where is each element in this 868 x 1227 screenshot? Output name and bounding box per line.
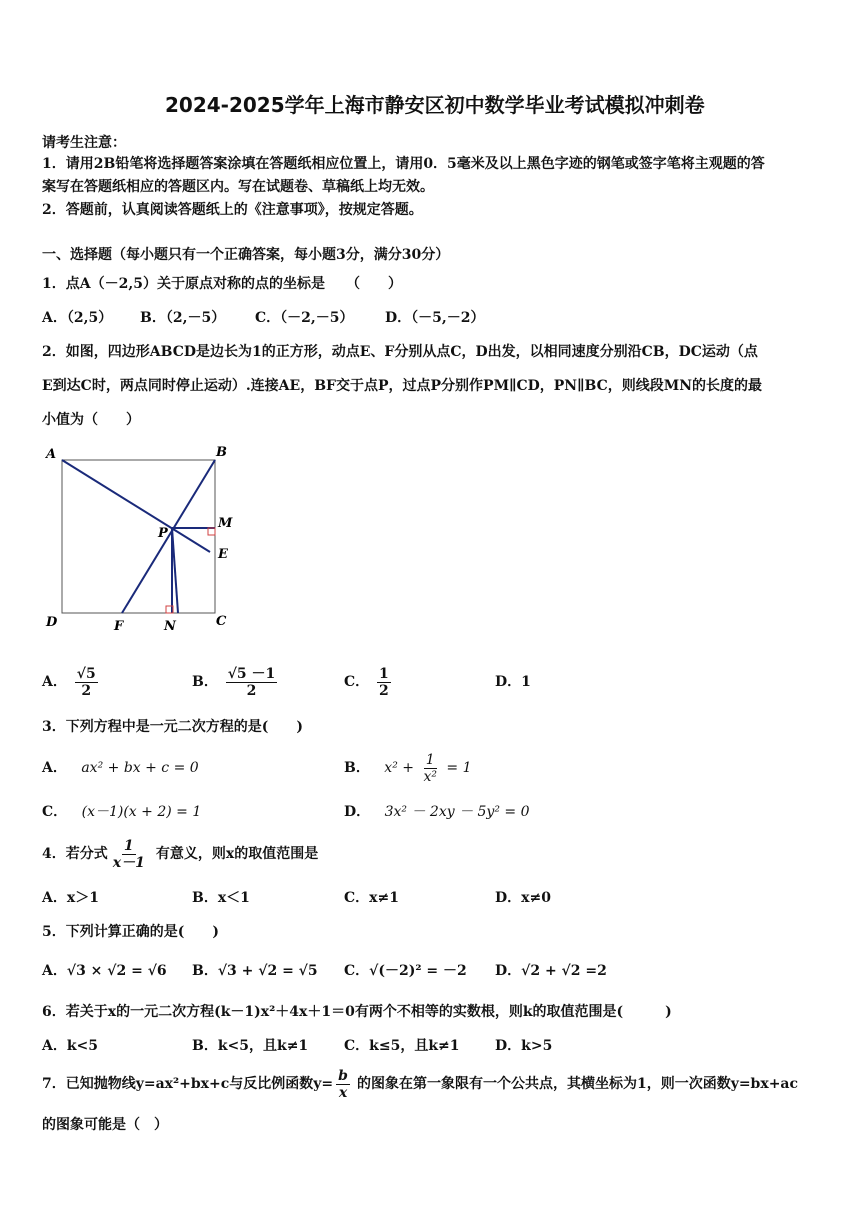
q2-option-a-label: A． [42,674,67,690]
q4-option-d: D．x≠0 [495,890,551,906]
q3-option-c [42,803,201,821]
q2-c-num: 1 [379,665,389,682]
notice-line-1a: 1．请用2B铅笔将选择题答案涂填在答题纸相应位置上，请用0．5毫米及以上黑色字迹的钢笔或签字笔将主观题的答 [42,156,765,172]
q4-option-a: A．x＞1 [42,890,99,906]
q3-b-label: B． [344,760,370,776]
label-m: M [218,516,233,531]
q3-c-expr: (x－1)(x + 2) = 1 [81,804,202,820]
label-a: A [46,447,57,462]
q3-a-expr: ax² + bx + c = 0 [81,760,199,776]
q3-option-a [42,759,199,777]
q7-post: 的图象在第一象限有一个公共点，其横坐标为1，则一次函数y=bx+ac [356,1076,799,1092]
q3-b-post: = 1 [441,760,472,776]
q1-option-b: B．（2,－5） [140,310,226,326]
q5-stem: 5．下列计算正确的是( ) [42,924,219,940]
notice-line-2: 2．答题前，认真阅读答题纸上的《注意事项》，按规定答题。 [42,202,423,218]
q5-option-a: A．√3 × √2 = √6 [42,963,167,979]
q2-line-2: E到达C时，两点同时停止运动）.连接AE，BF交于点P，过点P分别作PM∥CD，PN∥BC，则线段MN的长度的最 [42,378,763,394]
q3-b-num: 1 [425,751,435,768]
q4-option-b: B．x＜1 [192,890,250,906]
q2-line-1: 2．如图，四边形ABCD是边长为1的正方形，动点E、F分别从点C，D出发，以相同速度分别沿CB，DC运动（点 [42,344,758,360]
q2-option-c-label: C． [344,674,370,690]
q5-option-c: C．√(－2)² = －2 [344,963,467,979]
q2-a-den: 2 [81,682,92,699]
q5-option-b: B．√3 + √2 = √5 [192,963,318,979]
q7-den: x [338,1084,348,1101]
square-figure [40,440,240,640]
q2-a-num: √5 [76,665,96,682]
q2-option-c [344,664,394,700]
label-e: E [218,547,228,562]
q1-stem: 1．点A（－2,5）关于原点对称的点的坐标是 （ ） [42,276,402,292]
notice-line-1b: 案写在答题纸相应的答题区内。写在试题卷、草稿纸上均无效。 [42,179,434,195]
q7-pre: 7．已知抛物线y=ax²+bx+c与反比例函数y= [42,1076,334,1092]
q6-option-d: D．k>5 [495,1038,553,1054]
label-p: P [158,526,168,541]
q7-num: b [338,1067,348,1084]
q3-option-d [344,803,530,821]
q6-stem: 6．若关于x的一元二次方程(k－1)x²＋4x＋1＝0有两个不相等的实数根，则k的取值范围是( ) [42,1004,672,1020]
q4-pre: 4．若分式 [42,846,108,862]
label-n: N [164,619,176,634]
q3-c-label: C． [42,804,68,820]
q3-d-expr: 3x² － 2xy － 5y² = 0 [384,804,530,820]
q3-b-den: x² [423,768,437,785]
q3-b-pre: x² + [384,760,419,776]
q6-option-b: B．k<5，且k≠1 [192,1038,309,1054]
section-heading: 一、选择题（每小题只有一个正确答案，每小题3分，满分30分） [42,247,450,263]
label-c: C [216,614,227,629]
notice-heading: 请考生注意： [42,135,126,151]
q2-b-num: √5 －1 [227,665,276,682]
q4-stem [42,834,318,874]
page-title: 2024-2025学年上海市静安区初中数学毕业考试模拟冲刺卷 [165,93,705,117]
q4-post: 有意义，则x的取值范围是 [155,846,319,862]
q2-line-3: 小值为（ ） [42,412,140,428]
q3-a-label: A． [42,760,67,776]
q4-den: x－1 [112,854,145,871]
label-f: F [114,619,124,634]
q2-option-a [42,664,101,700]
q4-option-c: C．x≠1 [344,890,399,906]
q2-option-b-label: B． [192,674,218,690]
q2-c-den: 2 [379,682,389,699]
q2-option-b [192,664,280,700]
label-b: B [216,445,227,460]
q2-option-d: D．1 [495,674,531,690]
q1-option-d: D．（－5,－2） [385,310,485,326]
q7-stem [42,1062,798,1106]
q6-option-c: C．k≤5，且k≠1 [344,1038,460,1054]
q4-num: 1 [123,837,134,854]
q2-b-den: 2 [246,682,257,699]
q5-option-d: D．√2 + √2 =2 [495,963,607,979]
q6-option-a: A．k<5 [42,1038,99,1054]
q3-stem: 3．下列方程中是一元二次方程的是( ) [42,719,303,735]
q7-line-2: 的图象可能是（ ） [42,1117,168,1133]
q1-option-c: C．（－2,－5） [255,310,354,326]
q3-d-label: D． [344,804,371,820]
label-d: D [46,615,58,630]
q1-option-a: A．（2,5） [42,310,113,326]
q3-option-b [344,748,472,788]
